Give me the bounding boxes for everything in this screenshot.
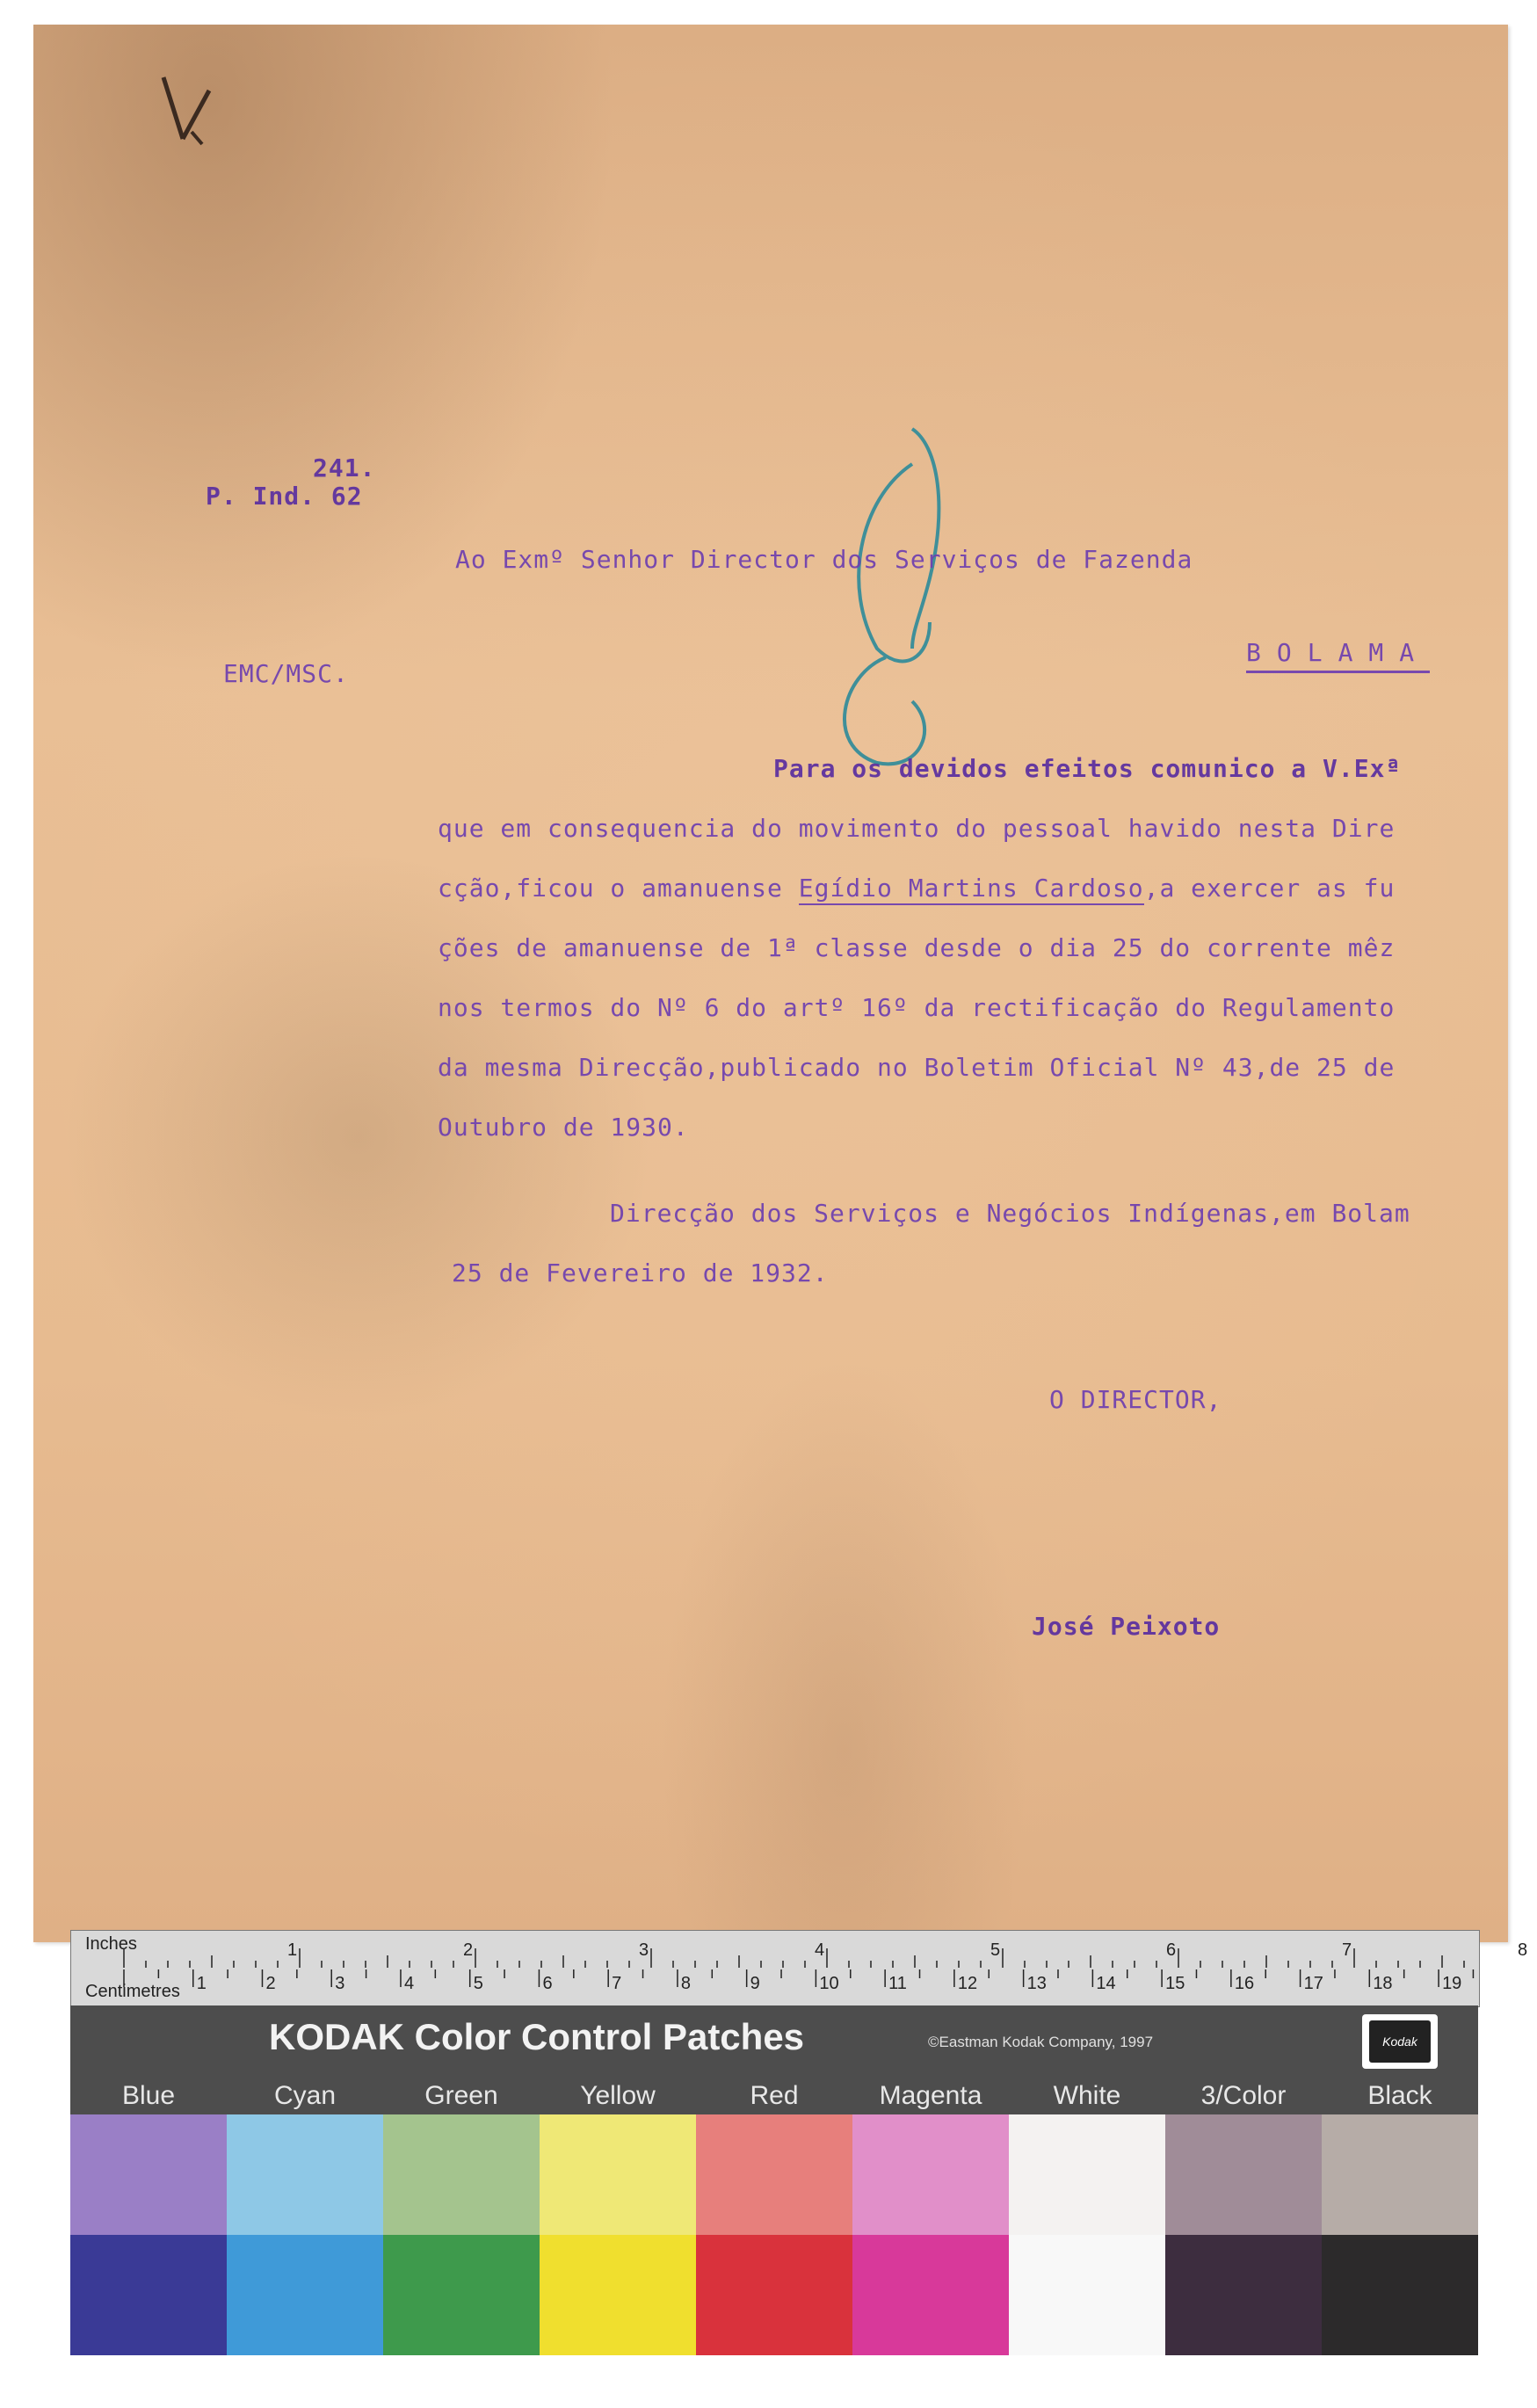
body-line-3-end: ,a exercer as fu: [1143, 874, 1396, 903]
reference-number: 241.: [313, 453, 376, 482]
cm-number: 11: [888, 1974, 907, 1993]
cm-number: 16: [1234, 1974, 1255, 1993]
cm-number: 2: [265, 1974, 276, 1993]
kodak-copyright: ©Eastman Kodak Company, 1997: [928, 2034, 1154, 2050]
cm-number: 4: [403, 1974, 415, 1993]
kodak-logo-text: Kodak: [1369, 2020, 1431, 2063]
color-patch-yellow-dark: [540, 2235, 696, 2355]
closing-date: 25 de Fevereiro de 1932.: [452, 1258, 829, 1287]
body-line-4: ções de amanuense de 1ª classe desde o dia 25 do corrente mêz: [438, 933, 1396, 962]
inch-number: 8: [1518, 1940, 1528, 1960]
inch-number: 5: [990, 1940, 1001, 1960]
cm-number: 18: [1373, 1974, 1393, 1993]
cm-number: 14: [1096, 1974, 1116, 1993]
corner-pencil-mark: [156, 69, 262, 165]
inch-number: 7: [1342, 1940, 1352, 1960]
patch-label-white: White: [1053, 2081, 1121, 2110]
closing-line-1: Direcção dos Serviços e Negócios Indígenas,em Bolam: [610, 1199, 1410, 1228]
typist-initials: EMC/MSC.: [223, 659, 349, 688]
cm-number: 15: [1165, 1974, 1185, 1993]
inch-number: 1: [287, 1940, 298, 1960]
color-patches-grid: [70, 2114, 1478, 2355]
patch-label-blue: Blue: [121, 2081, 176, 2110]
cm-number: 6: [542, 1974, 553, 1993]
body-line-2: que em consequencia do movimento do pessoal havido nesta Dire: [438, 814, 1396, 843]
color-patch-cyan-light: [227, 2114, 383, 2235]
patch-label-magenta: Magenta: [879, 2081, 982, 2110]
body-line-7: Outubro de 1930.: [438, 1113, 689, 1142]
inch-number: 6: [1166, 1940, 1177, 1960]
measurement-ruler: [70, 1930, 1528, 2007]
color-patch-black-dark: [1322, 2235, 1478, 2355]
cm-number: 10: [819, 1974, 839, 1993]
inch-number: 2: [463, 1940, 474, 1960]
patch-label-black: Black: [1367, 2081, 1432, 2110]
kodak-header-band: [70, 2005, 1478, 2114]
cm-number: 9: [750, 1974, 760, 1993]
color-patch-white-light: [1009, 2114, 1165, 2235]
color-patch-3-color-light: [1165, 2114, 1322, 2235]
cm-number: 13: [1026, 1974, 1047, 1993]
signature-title: O DIRECTOR,: [1049, 1385, 1222, 1414]
body-line-3-start: cção,ficou o amanuense: [438, 874, 799, 903]
color-patch-3-color-dark: [1165, 2235, 1322, 2355]
color-patch-blue-dark: [70, 2235, 227, 2355]
cm-number: 7: [612, 1974, 622, 1993]
cm-number: 5: [473, 1974, 483, 1993]
handwritten-pencil-mark: [807, 394, 1035, 780]
color-patch-red-light: [696, 2114, 852, 2235]
color-patch-green-light: [383, 2114, 540, 2235]
body-line-5: nos termos do Nº 6 do artº 16º da rectificação do Regulamento: [438, 993, 1396, 1022]
destination-city: BOLAMA: [1246, 638, 1430, 673]
cm-number: 12: [957, 1974, 978, 1993]
color-patch-blue-light: [70, 2114, 227, 2235]
patch-label-yellow: Yellow: [580, 2081, 656, 2110]
ruler-inches-label: Inches: [85, 1934, 137, 1954]
patch-label-3-color: 3/Color: [1200, 2081, 1287, 2110]
color-patch-red-dark: [696, 2235, 852, 2355]
cm-number: 19: [1442, 1974, 1462, 1993]
reference-code: P. Ind. 62: [206, 482, 363, 511]
body-line-6: da mesma Direcção,publicado no Boletim Oficial Nº 43,de 25 de: [438, 1053, 1396, 1082]
ruler-ticks: [71, 1931, 1528, 2006]
color-patch-magenta-dark: [852, 2235, 1009, 2355]
employee-name: Egídio Martins Cardoso: [799, 874, 1144, 905]
cm-number: 8: [680, 1974, 692, 1993]
paper-sheet: [33, 25, 1508, 1942]
body-line-1: Para os devidos efeitos comunico a V.Exª: [773, 754, 1402, 783]
cm-number: 1: [196, 1974, 207, 1993]
color-patch-cyan-dark: [227, 2235, 383, 2355]
signature-name: José Peixoto: [1032, 1612, 1221, 1641]
color-patch-green-dark: [383, 2235, 540, 2355]
patch-label-green: Green: [424, 2081, 498, 2110]
inch-number: 4: [815, 1940, 825, 1960]
color-patch-white-dark: [1009, 2235, 1165, 2355]
color-patch-yellow-light: [540, 2114, 696, 2235]
inch-number: 3: [639, 1940, 649, 1960]
kodak-title: KODAK Color Control Patches: [269, 2016, 805, 2057]
addressee-line: Ao Exmº Senhor Director dos Serviços de Fazenda: [455, 545, 1193, 574]
patch-label-cyan: Cyan: [273, 2081, 337, 2110]
cm-number: 17: [1303, 1974, 1323, 1993]
cm-number: 3: [335, 1974, 345, 1993]
body-line-3: [438, 874, 1395, 903]
kodak-logo: [1362, 2014, 1438, 2069]
patch-label-red: Red: [750, 2081, 799, 2110]
color-patch-magenta-light: [852, 2114, 1009, 2235]
ruler-centimetres-label: Centimetres: [85, 1982, 180, 2001]
color-patch-black-light: [1322, 2114, 1478, 2235]
